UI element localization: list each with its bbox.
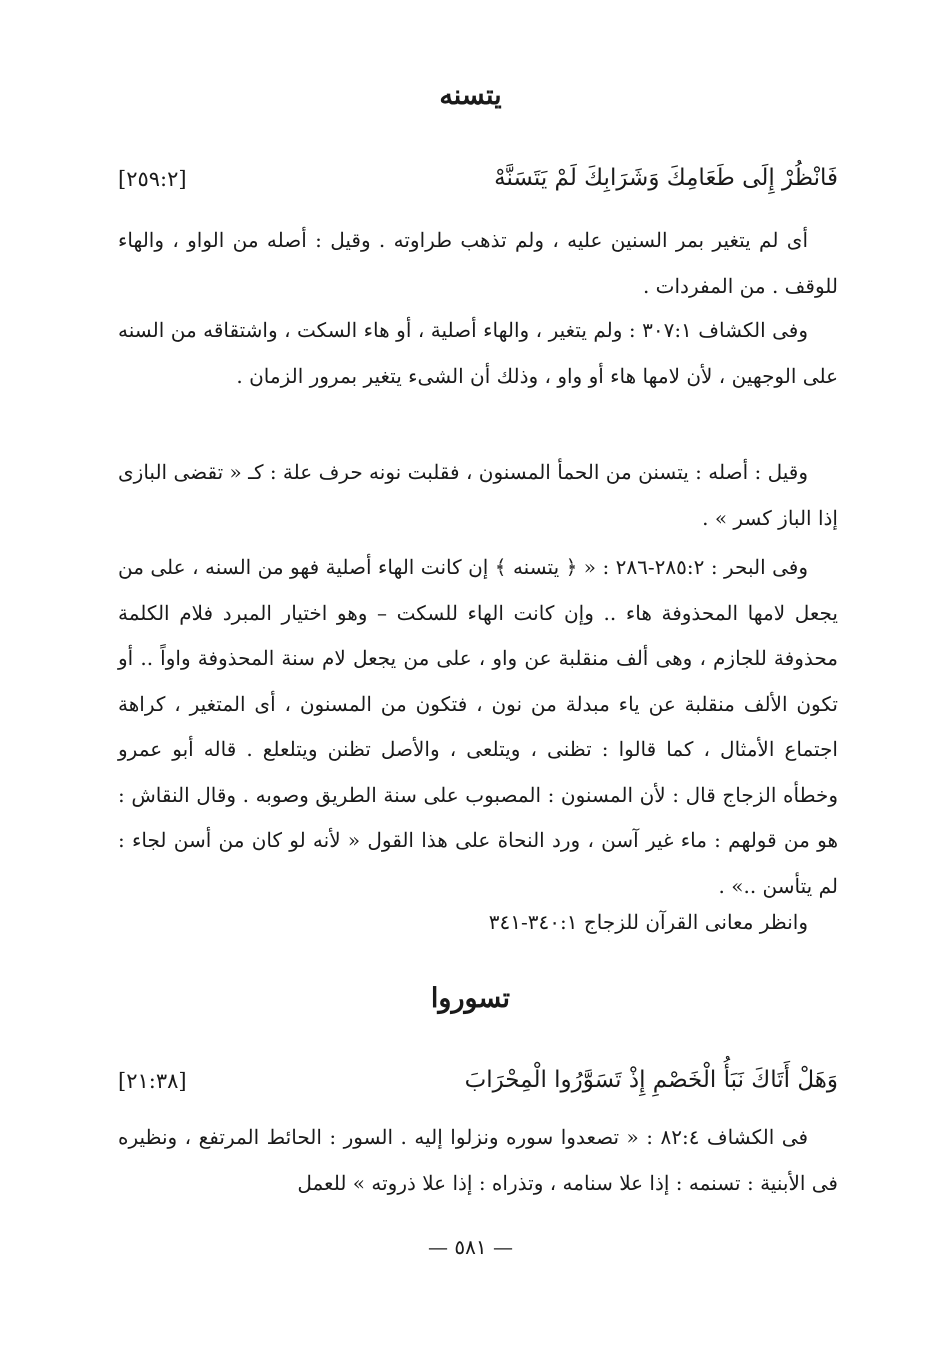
quran-verse: وَهَلْ أَتَاكَ نَبَأُ الْخَصْمِ إِذْ تَسَوَّرُوا الْمِحْرَابَ <box>464 1067 838 1093</box>
verse-line <box>118 1067 838 1107</box>
page-number: — ٥٨١ — <box>428 1235 513 1259</box>
paragraph: وفى البحر : ٢٨٥:٢-٢٨٦ : « ﴿ يتسنه ﴾ إن كانت الهاء أصلية فهو من السنه ، على من يجعل لامها المحذوفة هاء .. وإن كانت الهاء للسكت – وهو اختيار المبرد فلام الكلمة محذوفة للجازم ، وهى ألف منقلبة عن واو ، على من يجعل لام سنة المحذوفة واواً .. أو تكون الألف منقلبة عن ياء مبدلة من نون ، فتكون من المسنون ، أى المتغير ، كراهة اجتماع الأمثال ، كما قالوا : تظنى ، ويتلعى ، والأصل تظنن ويتلعلع . قاله أبو عمرو وخطأه الزجاج قال : لأن المسنون : المصبوب على سنة الطريق وصوبه . وقال النقاش : هو من قولهم : ماء غير آسن ، ورد النحاة على هذا القول « لأنه لو كان من أسن لجاء : لم يتأسن ..» . <box>118 555 838 898</box>
paragraph: وقيل : أصله : يتسنن من الحمأ المسنون ، فقلبت نونه حرف علة : كـ « تقضى البازى إذا الباز كسر » . <box>118 460 838 530</box>
quran-verse: فَانْظُرْ إِلَى طَعَامِكَ وَشَرَابِكَ لَمْ يَتَسَنَّهْ <box>494 165 838 191</box>
verse-reference: [٢٥٩:٢] <box>118 167 187 191</box>
paragraph: أى لم يتغير بمر السنين عليه ، ولم تذهب طراوته . وقيل : أصله من الواو ، والهاء للوقف . من المفردات . <box>118 228 838 298</box>
verse-reference: [٢١:٣٨] <box>118 1069 187 1093</box>
entry-heading: تسوروا <box>430 983 511 1014</box>
paragraph: وفى الكشاف ٣٠٧:١ : ولم يتغير ، والهاء أصلية ، أو هاء السكت ، واشتقاقه من السنه على الوجهين ، لأن لامها هاء أو واو ، وذلك أن الشىء يتغير بمرور الزمان . <box>118 318 838 388</box>
entry-heading: يتسنه <box>439 80 502 111</box>
paragraph: وانظر معانى القرآن للزجاج ٣٤٠:١-٣٤١ <box>488 910 808 934</box>
paragraph: فى الكشاف ٨٢:٤ : « تصعدوا سوره ونزلوا إليه . السور : الحائط المرتفع ، ونظيره فى الأبنية : تسنمه : إذا علا سنامه ، وتذراه : إذا علا ذروته » للعمل <box>118 1125 838 1195</box>
verse-line <box>118 165 838 205</box>
